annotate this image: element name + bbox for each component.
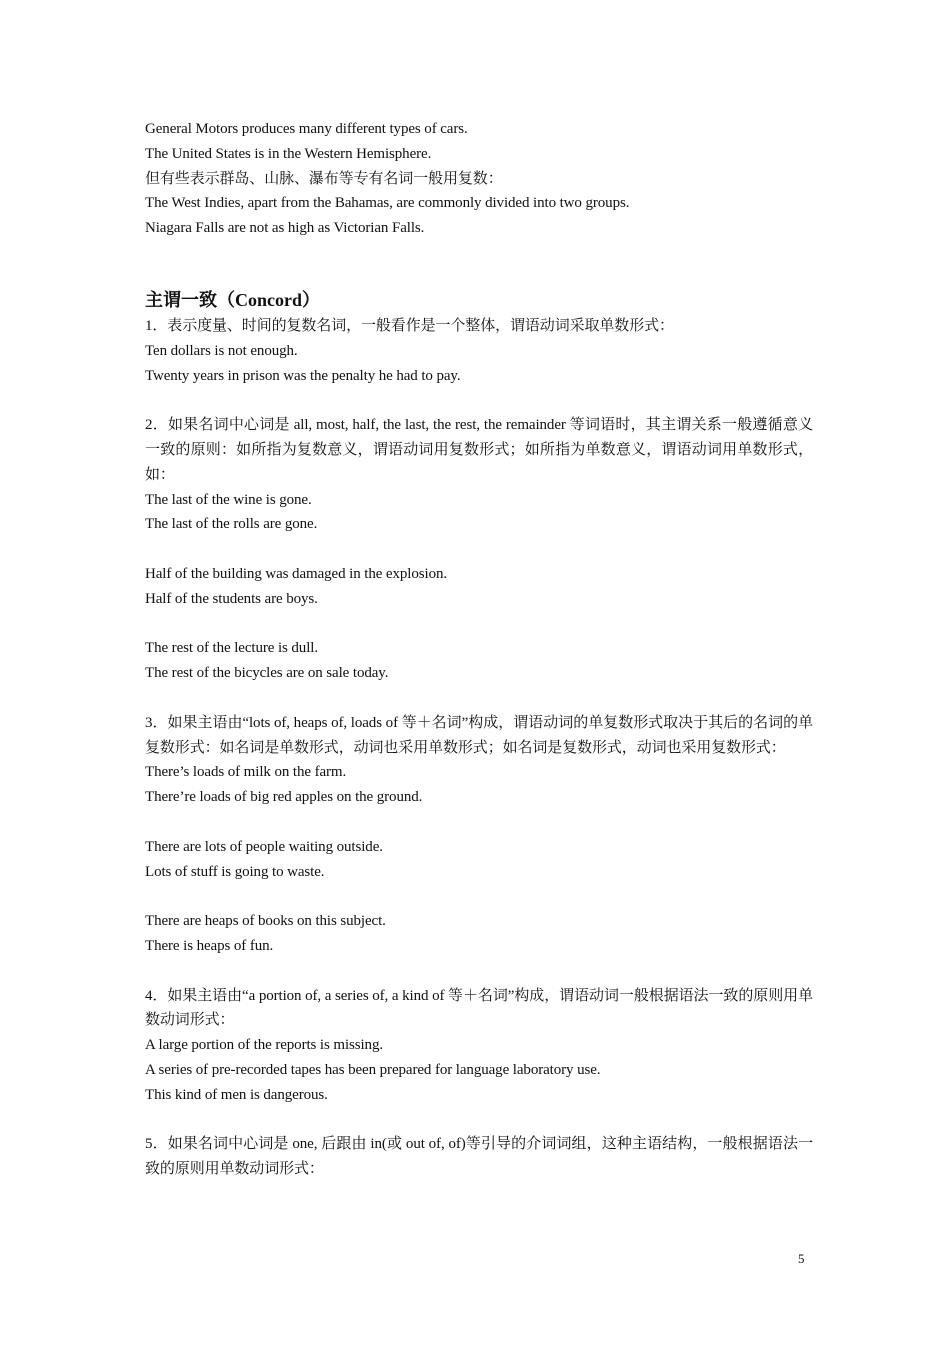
example-sentence: There are lots of people waiting outside.	[145, 838, 383, 855]
explanation-line: 但有些表示群岛、山脉、瀑布等专有名词一般用复数：	[145, 170, 503, 187]
example-sentence: There are heaps of books on this subject.	[145, 913, 386, 930]
example-sentence: This kind of men is dangerous.	[145, 1086, 328, 1103]
rule-3-text: 3．如果主语由“lots of, heaps of, loads of 等＋名词”构成，谓语动词的单复数形式取决于其后的名词的单复数形式：如名词是单数形式，动词也采用单数形式；如名词是复数形式，动词也采用复数形式：	[145, 714, 813, 756]
example-sentence: The rest of the bicycles are on sale today.	[145, 665, 389, 682]
section-heading: 主谓一致（Concord）	[145, 289, 320, 310]
page-content	[145, 117, 813, 1182]
example-sentence: Ten dollars is not enough.	[145, 342, 298, 359]
example-sentence: Twenty years in prison was the penalty he had to pay.	[145, 367, 461, 384]
rule-2-text: 2．如果名词中心词是 all, most, half, the last, the rest, the remainder 等词语时，其主谓关系一般遵循意义一致的原则：如所指为复数意义，谓语动词用复数形式；如所指为单数意义，谓语动词用单数形式，如：	[145, 417, 813, 483]
example-sentence: Half of the students are boys.	[145, 590, 318, 607]
example-sentence: The United States is in the Western Hemisphere.	[145, 145, 432, 162]
example-sentence: The West Indies, apart from the Bahamas, are commonly divided into two groups.	[145, 195, 630, 212]
example-sentence: There is heaps of fun.	[145, 937, 274, 954]
example-sentence: General Motors produces many different types of cars.	[145, 121, 468, 137]
example-sentence: A series of pre-recorded tapes has been prepared for language laboratory use.	[145, 1061, 601, 1078]
rule-5-text: 5．如果名词中心词是 one, 后跟由 in(或 out of, of)等引导的介词词组，这种主语结构，一般根据语法一致的原则用单数动词形式：	[145, 1136, 813, 1178]
example-sentence: The last of the rolls are gone.	[145, 516, 318, 533]
example-sentence: The last of the wine is gone.	[145, 491, 312, 508]
example-sentence: There’s loads of milk on the farm.	[145, 764, 347, 781]
rule-1-text: 1．表示度量、时间的复数名词，一般看作是一个整体，谓语动词采取单数形式：	[145, 317, 674, 334]
example-sentence: Half of the building was damaged in the explosion.	[145, 565, 448, 582]
example-sentence: Lots of stuff is going to waste.	[145, 863, 325, 880]
page-number: 5	[798, 1251, 805, 1266]
example-sentence: Niagara Falls are not as high as Victorian Falls.	[145, 220, 425, 237]
example-sentence: There’re loads of big red apples on the ground.	[145, 789, 423, 806]
example-sentence: The rest of the lecture is dull.	[145, 640, 318, 657]
rule-4-text: 4．如果主语由“a portion of, a series of, a kind of 等＋名词”构成，谓语动词一般根据语法一致的原则用单数动词形式：	[145, 987, 813, 1029]
example-sentence: A large portion of the reports is missing.	[145, 1037, 383, 1054]
